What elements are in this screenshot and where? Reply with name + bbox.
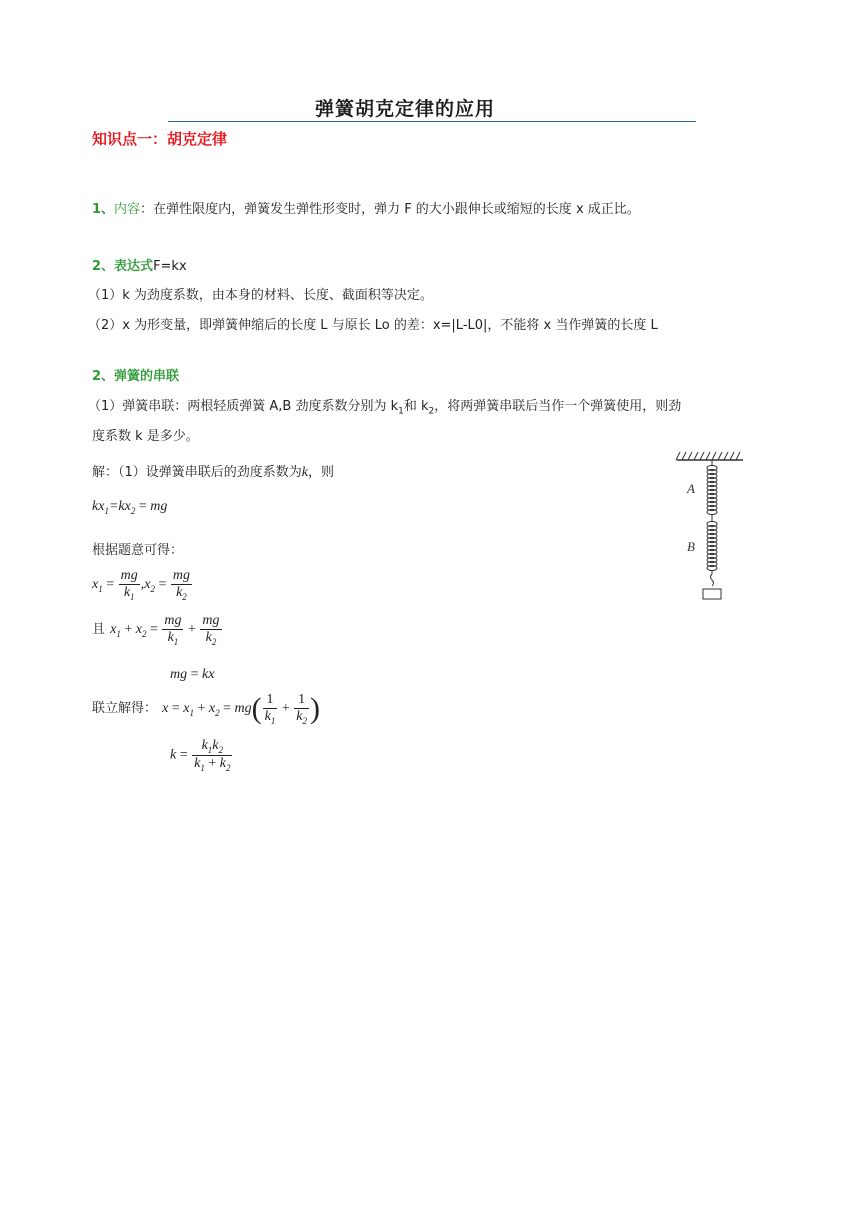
question-text-b: 和 k [403,399,429,414]
page-title: 弹簧胡克定律的应用 [314,98,495,120]
series-label: 弹簧的串联 [114,369,180,384]
solution-step-text: 根据题意可得： [92,543,184,558]
expression-note-2: （2）x 为形变量，即弹簧伸缩后的长度 L 与原长 Lo 的差：x=|L-L0|，不能将 x 当作弹簧的长度 L [88,318,658,333]
equation-mg-kx: mg = kx [170,667,215,682]
question-text-c: ，将两弹簧串联后当作一个弹簧使用，则劲 [434,399,682,414]
ceiling-hatch [676,452,743,460]
series-question-line-1 [88,395,681,417]
solution-intro-text: 解：（1）设弹簧串联后的劲度系数为 [92,465,302,480]
series-heading [92,365,179,384]
solution-var-k: k [301,465,308,480]
expression-heading [92,255,187,274]
expression-label: 表达式 [114,259,154,274]
content-paragraph [92,198,640,217]
prefix-and: 且 [92,622,106,638]
section-heading: 知识点一：胡克定律 [92,130,228,148]
content-number: 1、 [92,202,115,217]
spring-b-label: B [687,539,695,554]
expression-formula: F=kx [153,259,187,274]
expression-number: 2、 [92,259,115,274]
spring-a [707,465,717,514]
hanging-mass-block [703,589,721,599]
equation-total-extension: $x = x_1 + x_2 = mg$( $\frac{1}{k_1}$ + $\frac{1}{k_2}$ ) [162,691,320,726]
solution-intro-suffix: ，则 [308,465,335,480]
question-text-a: （1）弹簧串联：两根轻质弹簧 A,B 劲度系数分别为 k [88,399,399,414]
equation-series-k: k = $\frac{k_1k_2}{k_1 + k_2}$ [170,738,231,773]
spring-b [707,521,717,570]
series-question-line-2: 度系数 k 是多少。 [92,429,199,444]
equation-sum-line [92,613,223,647]
prefix-solve: 联立解得： [92,701,158,717]
equation-solve-line [92,692,320,726]
content-label: 内容 [114,202,141,217]
subscript-2: 2 [428,406,435,417]
title-underline [168,121,696,122]
expression-note-1: （1）k 为劲度系数，由本身的材料、长度、截面积等决定。 [88,288,433,303]
series-spring-figure [670,448,750,604]
equation-extensions: $x_1$ = $\frac{mg}{k_1}$ $,x_2$ = $\frac{mg}{k_2}$ [92,568,190,602]
series-number: 2、 [92,369,115,384]
hook-icon [711,574,714,586]
equation-sum: $x_1 + x_2$ = $\frac{mg}{k_1}$ + $\frac{mg}{k_2}$ [110,613,220,647]
content-text: ：在弹性限度内，弹簧发生弹性形变时，弹力 F 的大小跟伸长或缩短的长度 x 成正比。 [140,202,640,217]
subscript-1: 1 [398,406,404,417]
spring-a-label: A [687,481,695,496]
equation-force-balance: $kx_1=kx_2$ = mg [92,499,168,516]
solution-intro [92,461,334,481]
